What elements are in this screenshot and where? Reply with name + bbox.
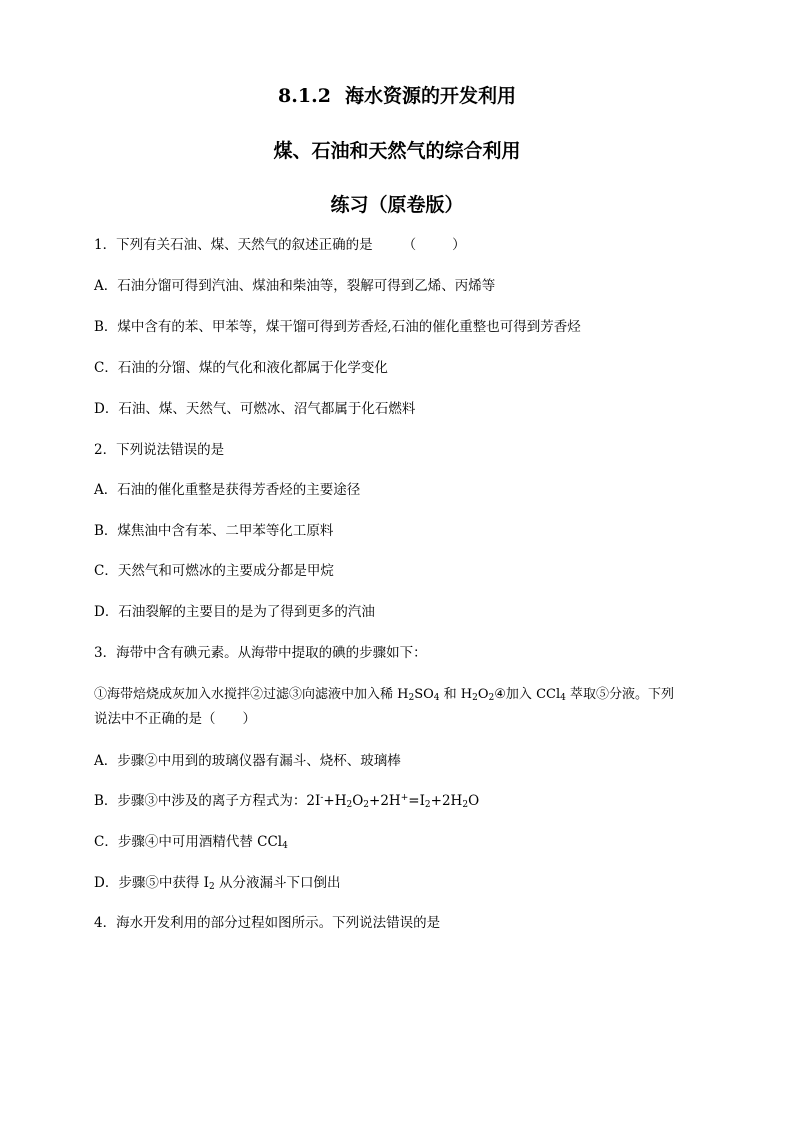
question-3-option-c: C．步骤④中可用酒精代替 CCl$_4$ xyxy=(94,834,288,851)
question-3-steps: ①海带焙烧成灰加入水搅拌②过滤③向滤液中加入稀 $H_2SO_4$ 和 $H_2O_2④$加入 CCl$_4$ 萃取⑤分液。下列 xyxy=(94,687,674,703)
question-1-stem: 1．下列有关石油、煤、天然气的叙述正确的是 （ ） xyxy=(94,237,466,253)
question-1-option-d: D．石油、煤、天然气、可燃冰、沼气都属于化石燃料 xyxy=(94,401,416,417)
subtitle: 煤、石油和天然气的综合利用 xyxy=(273,140,521,162)
question-2-option-d: D．石油裂解的主要目的是为了得到更多的汽油 xyxy=(94,604,375,620)
section-title xyxy=(0,81,794,108)
question-3-stem: 3．海带中含有碘元素。从海带中提取的碘的步骤如下： xyxy=(94,645,427,661)
question-3-steps-line2: 说法中不正确的是（ ） xyxy=(94,711,256,727)
question-3-option-a: A．步骤②中用到的玻璃仪器有漏斗、烧杯、玻璃棒 xyxy=(94,753,401,769)
question-2-option-a: A．石油的催化重整是获得芳香烃的主要途径 xyxy=(94,482,361,498)
question-1-option-b: B．煤中含有的苯、甲苯等，煤干馏可得到芳香烃,石油的催化重整也可得到芳香烃 xyxy=(94,319,581,335)
doc-type: 练习（原卷版） xyxy=(330,194,464,216)
question-2-stem: 2．下列说法错误的是 xyxy=(94,442,225,458)
section-title-text: 海水资源的开发利用 xyxy=(344,85,516,107)
question-2-option-b: B．煤焦油中含有苯、二甲苯等化工原料 xyxy=(94,523,334,539)
question-3-option-b: B．步骤③中涉及的离子方程式为：$2I^-+H_2O_2+2H^+=I_2+2H_2O$ xyxy=(94,793,480,810)
question-1-option-c: C．石油的分馏、煤的气化和液化都属于化学变化 xyxy=(94,360,388,376)
question-4-stem: 4．海水开发利用的部分过程如图所示。下列说法错误的是 xyxy=(94,915,441,931)
section-number: 8.1.2 xyxy=(278,85,331,107)
question-3-option-d: D．步骤⑤中获得 $I_2$ 从分液漏斗下口倒出 xyxy=(94,875,341,892)
question-1-option-a: A．石油分馏可得到汽油、煤油和柴油等，裂解可得到乙烯、丙烯等 xyxy=(94,278,496,294)
question-2-option-c: C．天然气和可燃冰的主要成分都是甲烷 xyxy=(94,563,334,579)
